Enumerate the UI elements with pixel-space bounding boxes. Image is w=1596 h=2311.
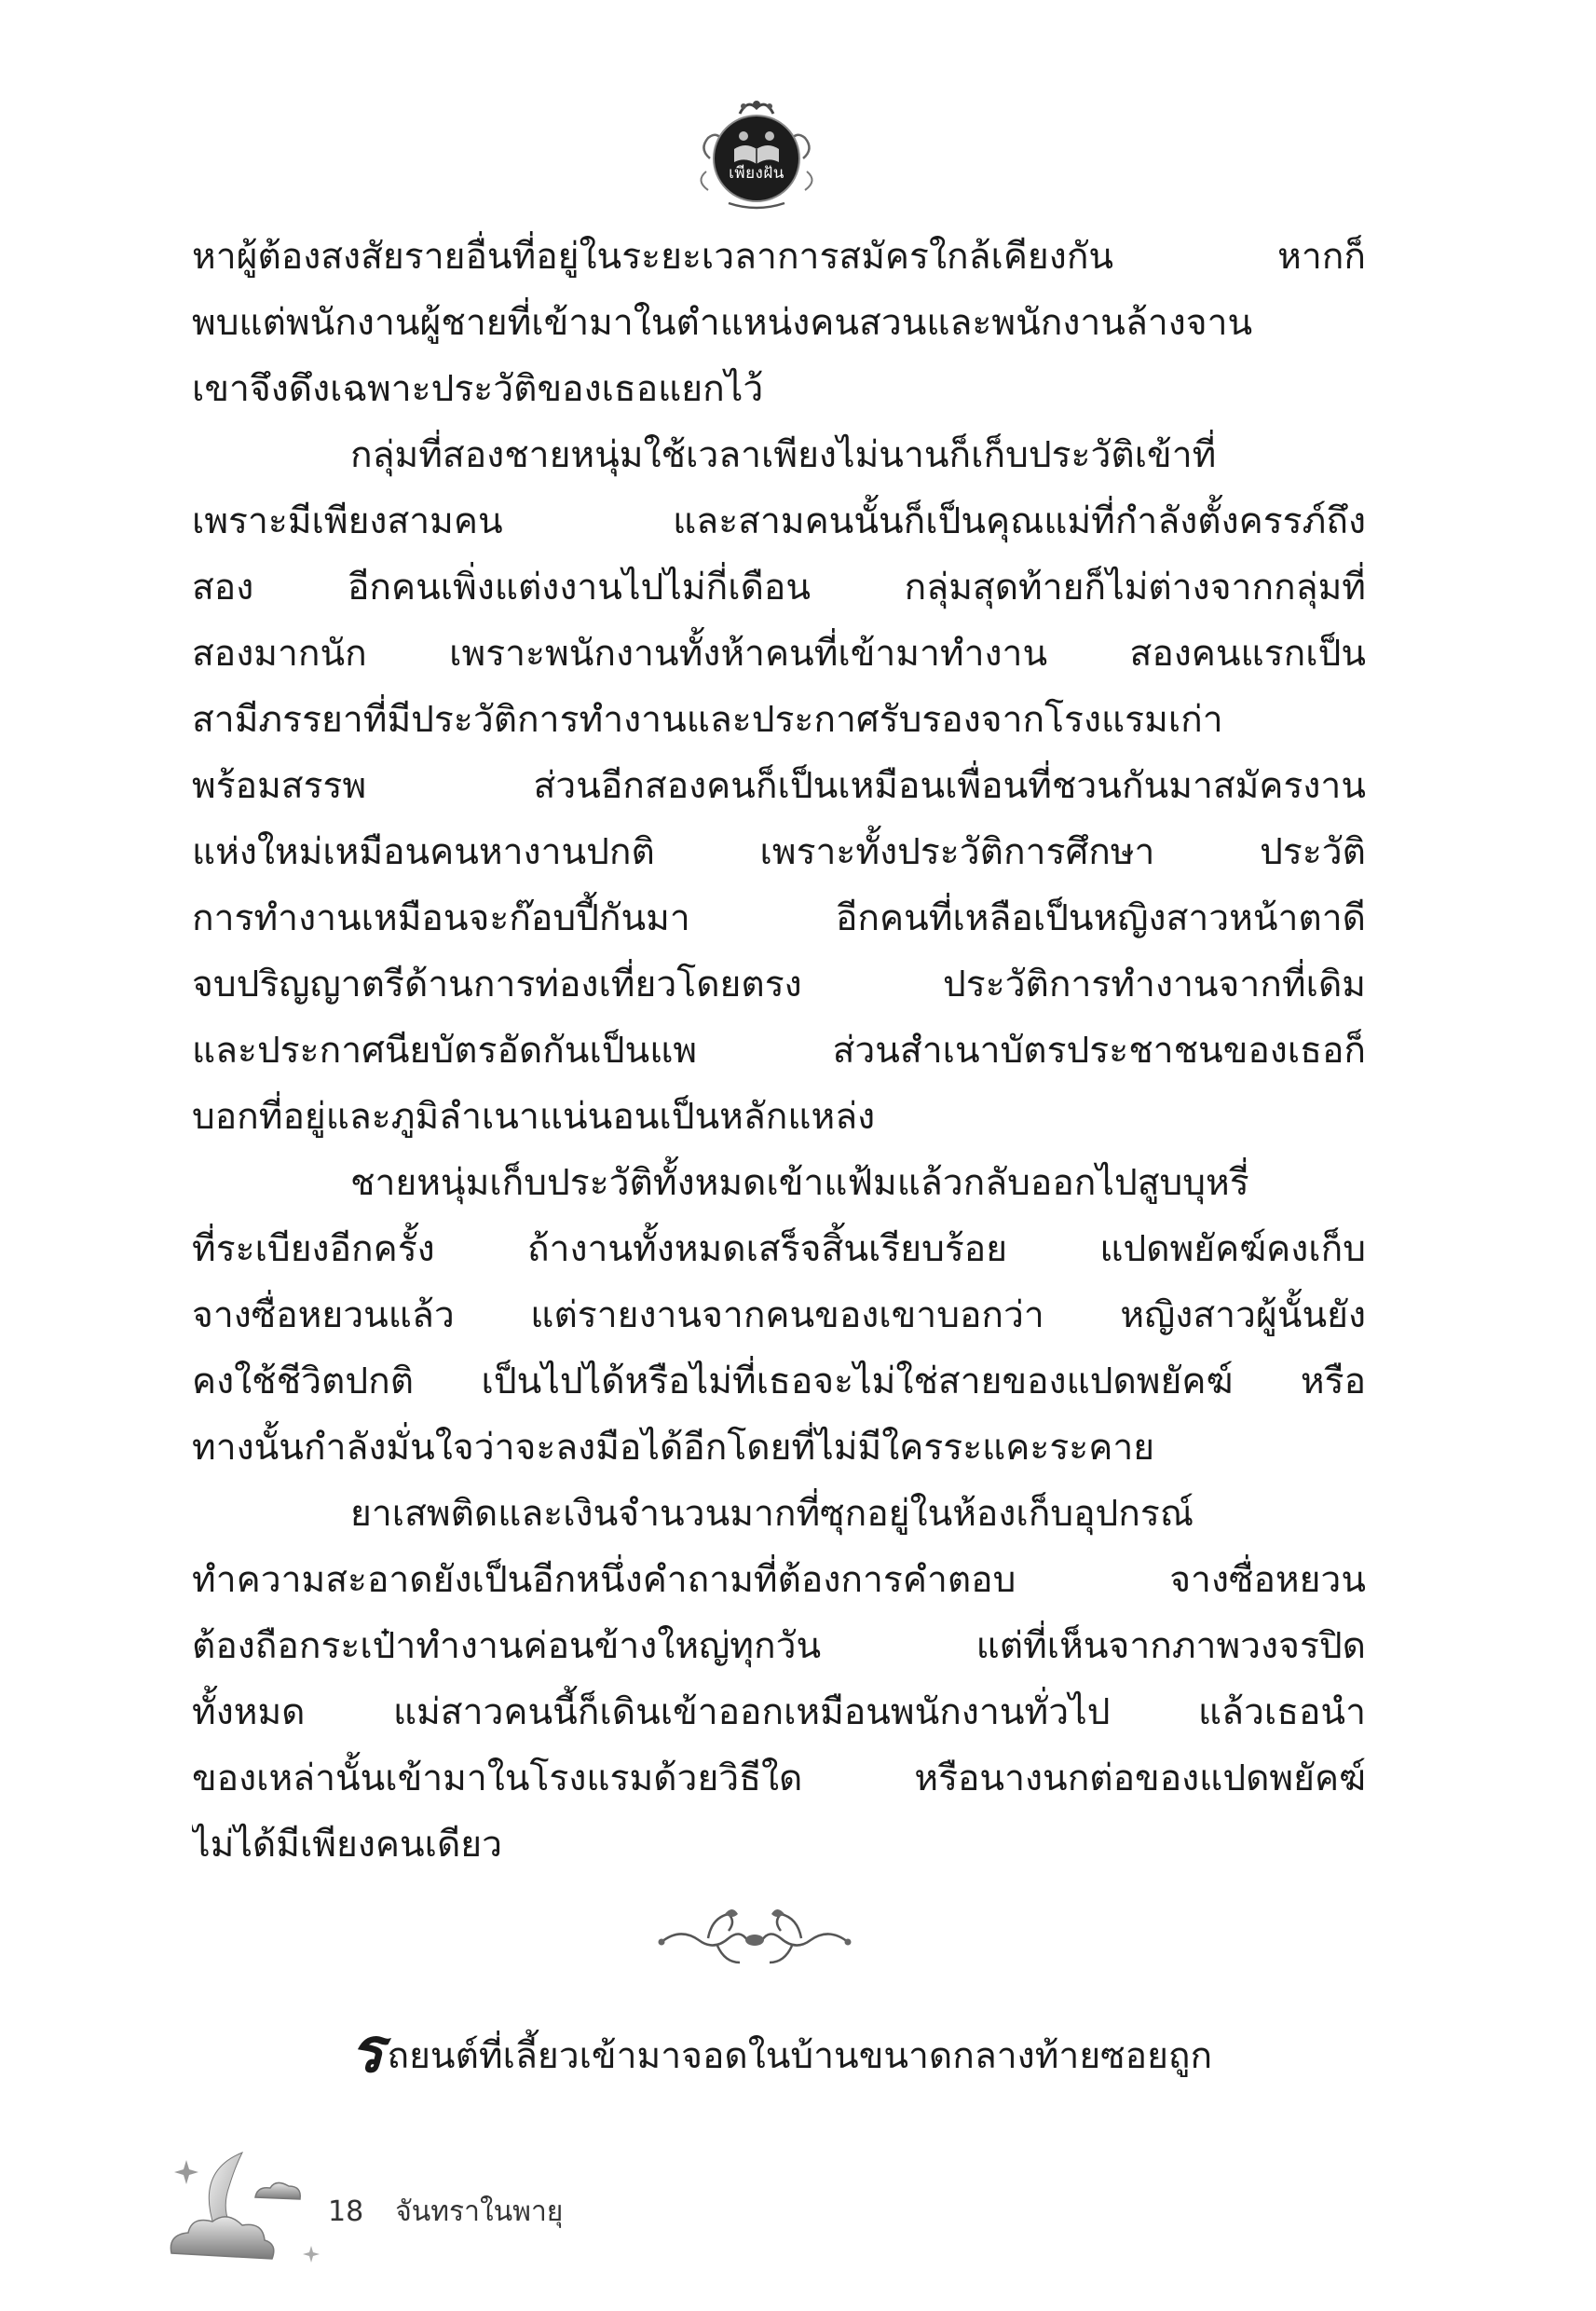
text-line: การทำงานเหมือนจะก๊อบปี้กันมา อีกคนที่เหลือเป็นหญิงสาวหน้าตาดี	[192, 897, 1366, 939]
text-line: ต้องถือกระเป๋าทำงานค่อนข้างใหญ่ทุกวัน แต่ที่เห็นจากภาพวงจรปิด	[192, 1625, 1366, 1667]
footer-moon-decoration	[158, 2134, 345, 2274]
text-line: ที่ระเบียงอีกครั้ง ถ้างานทั้งหมดเสร็จสิ้นเรียบร้อย แปดพยัคฆ์คงเก็บ	[192, 1228, 1366, 1270]
text-line: สอง อีกคนเพิ่งแต่งงานไปไม่กี่เดือน กลุ่มสุดท้ายก็ไม่ต่างจากกลุ่มที่	[192, 567, 1366, 609]
text-line: ทางนั้นกำลังมั่นใจว่าจะลงมือได้อีกโดยที่ไม่มีใครระแคะระคาย	[192, 1427, 1155, 1469]
emblem-icon	[682, 93, 831, 214]
new-section-text: ถยนต์ที่เลี้ยวเข้ามาจอดในบ้านขนาดกลางท้ายซอยถูก	[387, 2035, 1213, 2077]
text-line: พร้อมสรรพ ส่วนอีกสองคนก็เป็นเหมือนเพื่อนที่ชวนกันมาสมัครงาน	[192, 765, 1366, 807]
emblem-text: เพียงฝัน	[729, 164, 784, 183]
drop-letter: ร	[350, 2014, 384, 2086]
text-line: สองมากนัก เพราะพนักงานทั้งห้าคนที่เข้ามาทำงาน สองคนแรกเป็น	[192, 633, 1366, 675]
book-title: จันทราในพายุ	[395, 2195, 564, 2228]
new-section-first-line	[350, 2008, 1366, 2092]
page-number: 18	[328, 2195, 364, 2228]
text-line: ชายหนุ่มเก็บประวัติทั้งหมดเข้าแฟ้มแล้วกลับออกไปสูบบุหรี่	[350, 1162, 1249, 1204]
text-line: จางซื่อหยวนแล้ว แต่รายงานจากคนของเขาบอกว่า หญิงสาวผู้นั้นยัง	[192, 1294, 1366, 1336]
floral-ornament-icon	[643, 1901, 866, 1976]
text-line: สามีภรรยาที่มีประวัติการทำงานและประกาศรับรองจากโรงแรมเก่า	[192, 699, 1223, 741]
header-emblem	[682, 93, 831, 214]
text-line: จบปริญญาตรีด้านการท่องเที่ยวโดยตรง ประวัติการทำงานจากที่เดิม	[192, 964, 1366, 1005]
text-line: แห่งใหม่เหมือนคนหางานปกติ เพราะทั้งประวัติการศึกษา ประวัติ	[192, 831, 1366, 873]
text-line: ยาเสพติดและเงินจำนวนมากที่ซุกอยู่ในห้องเก็บอุปกรณ์	[350, 1493, 1194, 1535]
text-line: ไม่ได้มีเพียงคนเดียว	[192, 1824, 503, 1866]
text-line: หาผู้ต้องสงสัยรายอื่นที่อยู่ในระยะเวลาการสมัครใกล้เคียงกัน หากก็	[192, 236, 1366, 278]
text-line: กลุ่มที่สองชายหนุ่มใช้เวลาเพียงไม่นานก็เก็บประวัติเข้าที่	[350, 434, 1217, 476]
body-text	[192, 224, 1366, 1878]
text-line: และประกาศนียบัตรอัดกันเป็นแพ ส่วนสำเนาบัตรประชาชนของเธอก็	[192, 1030, 1366, 1072]
text-line: เพราะมีเพียงสามคน และสามคนนั้นก็เป็นคุณแม่ที่กำลังตั้งครรภ์ถึง	[192, 500, 1366, 542]
text-line: พบแต่พนักงานผู้ชายที่เข้ามาในตำแหน่งคนสวนและพนักงานล้างจาน	[192, 302, 1253, 344]
section-ornament	[643, 1901, 866, 1976]
text-line: เขาจึงดึงเฉพาะประวัติของเธอแยกไว้	[192, 368, 764, 410]
text-line: คงใช้ชีวิตปกติ เป็นไปได้หรือไม่ที่เธอจะไม่ใช่สายของแปดพยัคฆ์ หรือ	[192, 1361, 1366, 1402]
text-line: บอกที่อยู่และภูมิลำเนาแน่นอนเป็นหลักแหล่ง	[192, 1096, 876, 1138]
moon-cloud-icon	[158, 2134, 345, 2274]
text-line: ทั้งหมด แม่สาวคนนี้ก็เดินเข้าออกเหมือนพนักงานทั่วไป แล้วเธอนำ	[192, 1691, 1366, 1733]
text-line: ทำความสะอาดยังเป็นอีกหนึ่งคำถามที่ต้องการคำตอบ จางซื่อหยวน	[192, 1559, 1366, 1601]
text-line: ของเหล่านั้นเข้ามาในโรงแรมด้วยวิธีใด หรือนางนกต่อของแปดพยัคฆ์	[192, 1757, 1366, 1799]
page-footer	[328, 2190, 563, 2234]
